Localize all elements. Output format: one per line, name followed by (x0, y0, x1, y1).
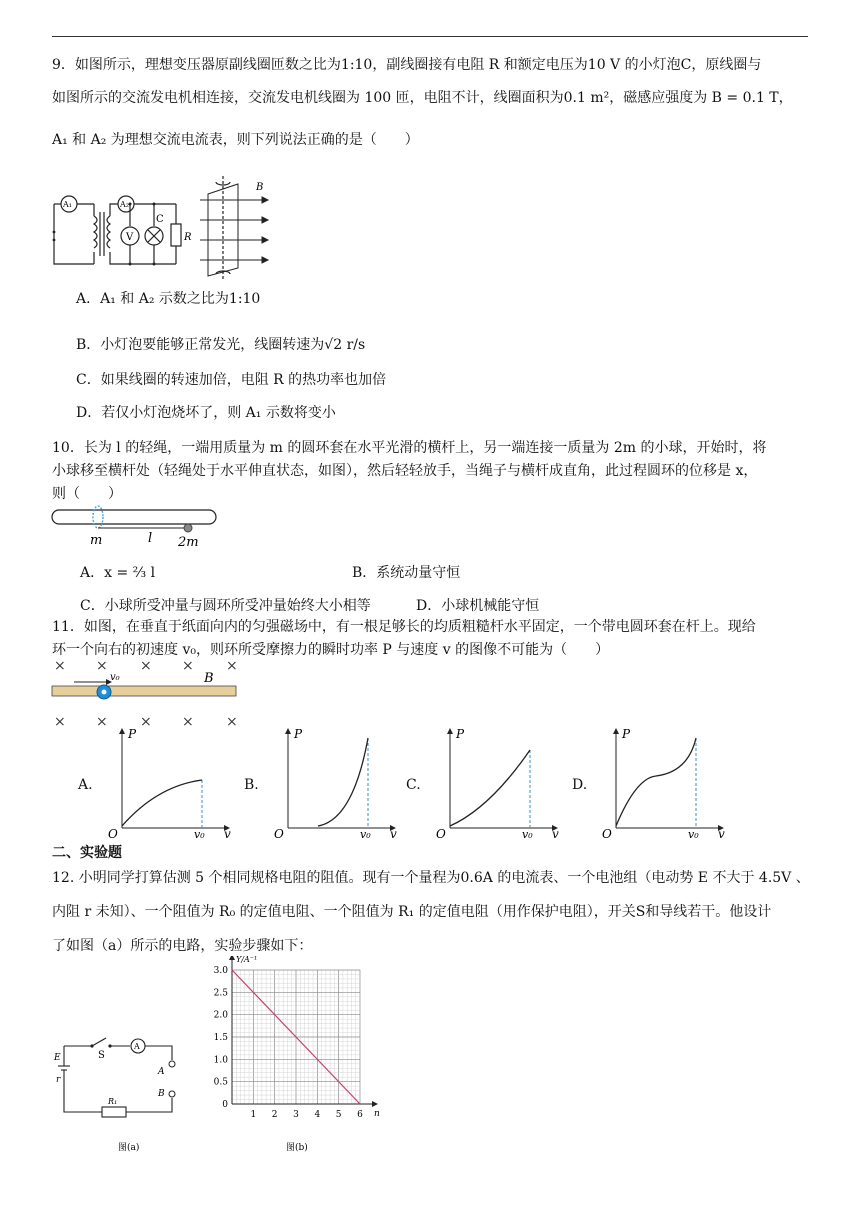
field-cross: × (140, 658, 152, 674)
point-b-label: B (158, 1089, 165, 1099)
v0-tick-label: v₀ (688, 828, 699, 838)
caption-a: 图(a) (118, 1143, 140, 1153)
y-tick-label: 1.0 (213, 1055, 228, 1066)
field-cross: × (54, 714, 66, 728)
origin-label: O (602, 827, 612, 838)
ammeter-a1-label: A₁ (63, 200, 72, 209)
pv-curve (318, 738, 368, 826)
y-tick-label: 3.0 (213, 966, 228, 976)
internal-r-label: r (56, 1075, 61, 1085)
q11-line2: 环一个向右的初速度 v₀，则环所受摩擦力的瞬时功率 P 与速度 v 的图像不可能为（ ） (52, 642, 610, 658)
ammeter-label: A (134, 1042, 140, 1051)
x-tick-label: 1 (250, 1110, 257, 1120)
pv-curve (122, 780, 202, 826)
pv-graph (430, 728, 560, 838)
q9-line2: 如图所示的交流发电机相连接，交流发电机线圈为 100 匝，电阻不计，线圈面积为0.1 m²，磁感应强度为 B = 0.1 T， (52, 90, 793, 106)
ring-mass-label: m (90, 533, 103, 548)
y-axis-arrow (285, 728, 291, 734)
field-cross: × (226, 658, 238, 674)
v0-label: v₀ (110, 672, 120, 683)
y-axis-label: Y/A⁻¹ (236, 956, 258, 964)
q12-line2: 内阻 r 未知）、一个阻值为 R₀ 的定值电阻、一个阻值为 R₁ 的定值电阻（用作保护电阻），开关S和导线若干。他设计 (52, 904, 772, 920)
x-tick-label: 6 (357, 1110, 363, 1120)
q10-line3: 则（ ） (52, 486, 122, 502)
emf-label: E (54, 1053, 61, 1063)
origin-label: O (108, 827, 118, 838)
graph-label-a[interactable]: A. (78, 777, 93, 793)
rope-length-label: l (148, 531, 153, 546)
top-rule (52, 36, 808, 37)
q9-line1: 9．如图所示，理想变压器原副线圈匝数之比为1:10，副线圈接有电阻 R 和额定电压为10 V 的小灯泡C，原线圈与 (52, 57, 762, 73)
pv-graph (102, 728, 232, 838)
x-axis-arrow (372, 1101, 378, 1107)
point-a-label: A (158, 1067, 165, 1077)
graph-label-c[interactable]: C. (406, 777, 421, 793)
r1-label: R₁ (108, 1097, 118, 1106)
caption-b: 图(b) (286, 1143, 308, 1153)
y-tick-label: 2.5 (213, 988, 228, 999)
x-axis-label: n (374, 1109, 380, 1119)
q10-option-b[interactable]: B．系统动量守恒 (352, 565, 461, 581)
q9-line3: A₁ 和 A₂ 为理想交流电流表，则下列说法正确的是（ ） (52, 132, 419, 148)
q9-option-a[interactable]: A．A₁ 和 A₂ 示数之比为1:10 (76, 291, 261, 307)
x-tick-label: 2 (271, 1110, 278, 1120)
q11-figure (50, 656, 246, 728)
y-axis-arrow (229, 956, 235, 960)
graph-label-d[interactable]: D. (572, 777, 588, 793)
pv-curve (450, 750, 530, 826)
graph-label-b[interactable]: B. (244, 777, 259, 793)
x-tick-label: 5 (335, 1110, 342, 1120)
v0-tick-label: v₀ (522, 828, 533, 838)
v0-tick-label: v₀ (360, 828, 371, 838)
axis-p-label: P (294, 728, 303, 741)
field-cross: × (96, 658, 108, 674)
switch-label: S (98, 1050, 105, 1061)
lamp-label: C (156, 214, 164, 225)
field-cross: × (96, 714, 108, 728)
x-tick-label: 4 (314, 1110, 321, 1120)
q10-line1: 10．长为 l 的轻绳，一端用质量为 m 的圆环套在水平光滑的横杆上，另一端连接一质量为 2m 的小球，开始时，将 (52, 440, 767, 456)
q9-option-b[interactable]: B．小灯泡要能够正常发光，线圈转速为√2 r/s (76, 337, 366, 353)
q12-line1: 12. 小明同学打算估测 5 个相同规格电阻的阻值。现有一个量程为0.6A 的电流表、一个电池组（电动势 E 不大于 4.5V 、 (52, 870, 810, 886)
ammeter-a2-label: A₂ (120, 200, 129, 209)
field-label: B (256, 182, 264, 193)
v0-tick-label: v₀ (194, 828, 205, 838)
axis-p-label: P (456, 728, 465, 741)
ball-mass-label: 2m (178, 535, 199, 548)
pv-curve (616, 738, 696, 826)
y-axis-arrow (447, 728, 453, 734)
y-tick-label: 2.0 (213, 1010, 228, 1021)
q9-figure (48, 176, 278, 280)
origin-label: O (274, 827, 284, 838)
pv-graph (268, 728, 398, 838)
field-cross: × (226, 714, 238, 728)
field-cross: × (54, 658, 66, 674)
resistor-label: R (184, 232, 192, 243)
q10-figure (50, 504, 222, 548)
y-axis-arrow (613, 728, 619, 734)
q12-figure-a (52, 1030, 192, 1160)
q11-line1: 11．如图，在垂直于纸面向内的匀强磁场中，有一根足够长的均质粗糙杆水平固定，一个带电圆环套在杆上。现给 (52, 619, 756, 635)
axis-v-label: v (224, 827, 231, 838)
q10-option-a[interactable]: A．x = ⅔ l (80, 565, 156, 581)
section-title: 二、实验题 (52, 845, 122, 861)
y-axis-arrow (119, 728, 125, 734)
q12-line3: 了如图（a）所示的电路，实验步骤如下： (52, 938, 313, 954)
voltmeter-label: V (126, 232, 134, 243)
axis-v-label: v (718, 827, 725, 838)
axis-v-label: v (552, 827, 559, 838)
b-field-label: B (204, 671, 214, 686)
q10-line2: 小球移至横杆处（轻绳处于水平伸直状态，如图），然后轻轻放手，当绳子与横杆成直角，此过程圆环的位移是 x， (52, 463, 758, 479)
y-tick-label: 0 (222, 1100, 228, 1110)
q9-option-d[interactable]: D．若仅小灯泡烧坏了，则 A₁ 示数将变小 (76, 405, 336, 421)
axis-p-label: P (128, 728, 137, 741)
field-cross: × (182, 714, 194, 728)
q12-figure-b (208, 956, 388, 1156)
x-tick-label: 3 (293, 1110, 299, 1120)
q10-option-d[interactable]: D．小球机械能守恒 (416, 598, 540, 614)
q10-option-c[interactable]: C．小球所受冲量与圆环所受冲量始终大小相等 (80, 598, 371, 614)
field-cross: × (140, 714, 152, 728)
y-tick-label: 1.5 (213, 1033, 228, 1043)
y-tick-label: 0.5 (213, 1077, 228, 1088)
origin-label: O (436, 827, 446, 838)
field-cross: × (182, 658, 194, 674)
axis-v-label: v (390, 827, 397, 838)
q9-option-c[interactable]: C．如果线圈的转速加倍，电阻 R 的热功率也加倍 (76, 372, 387, 388)
pv-graph (596, 728, 726, 838)
axis-p-label: P (622, 728, 631, 741)
